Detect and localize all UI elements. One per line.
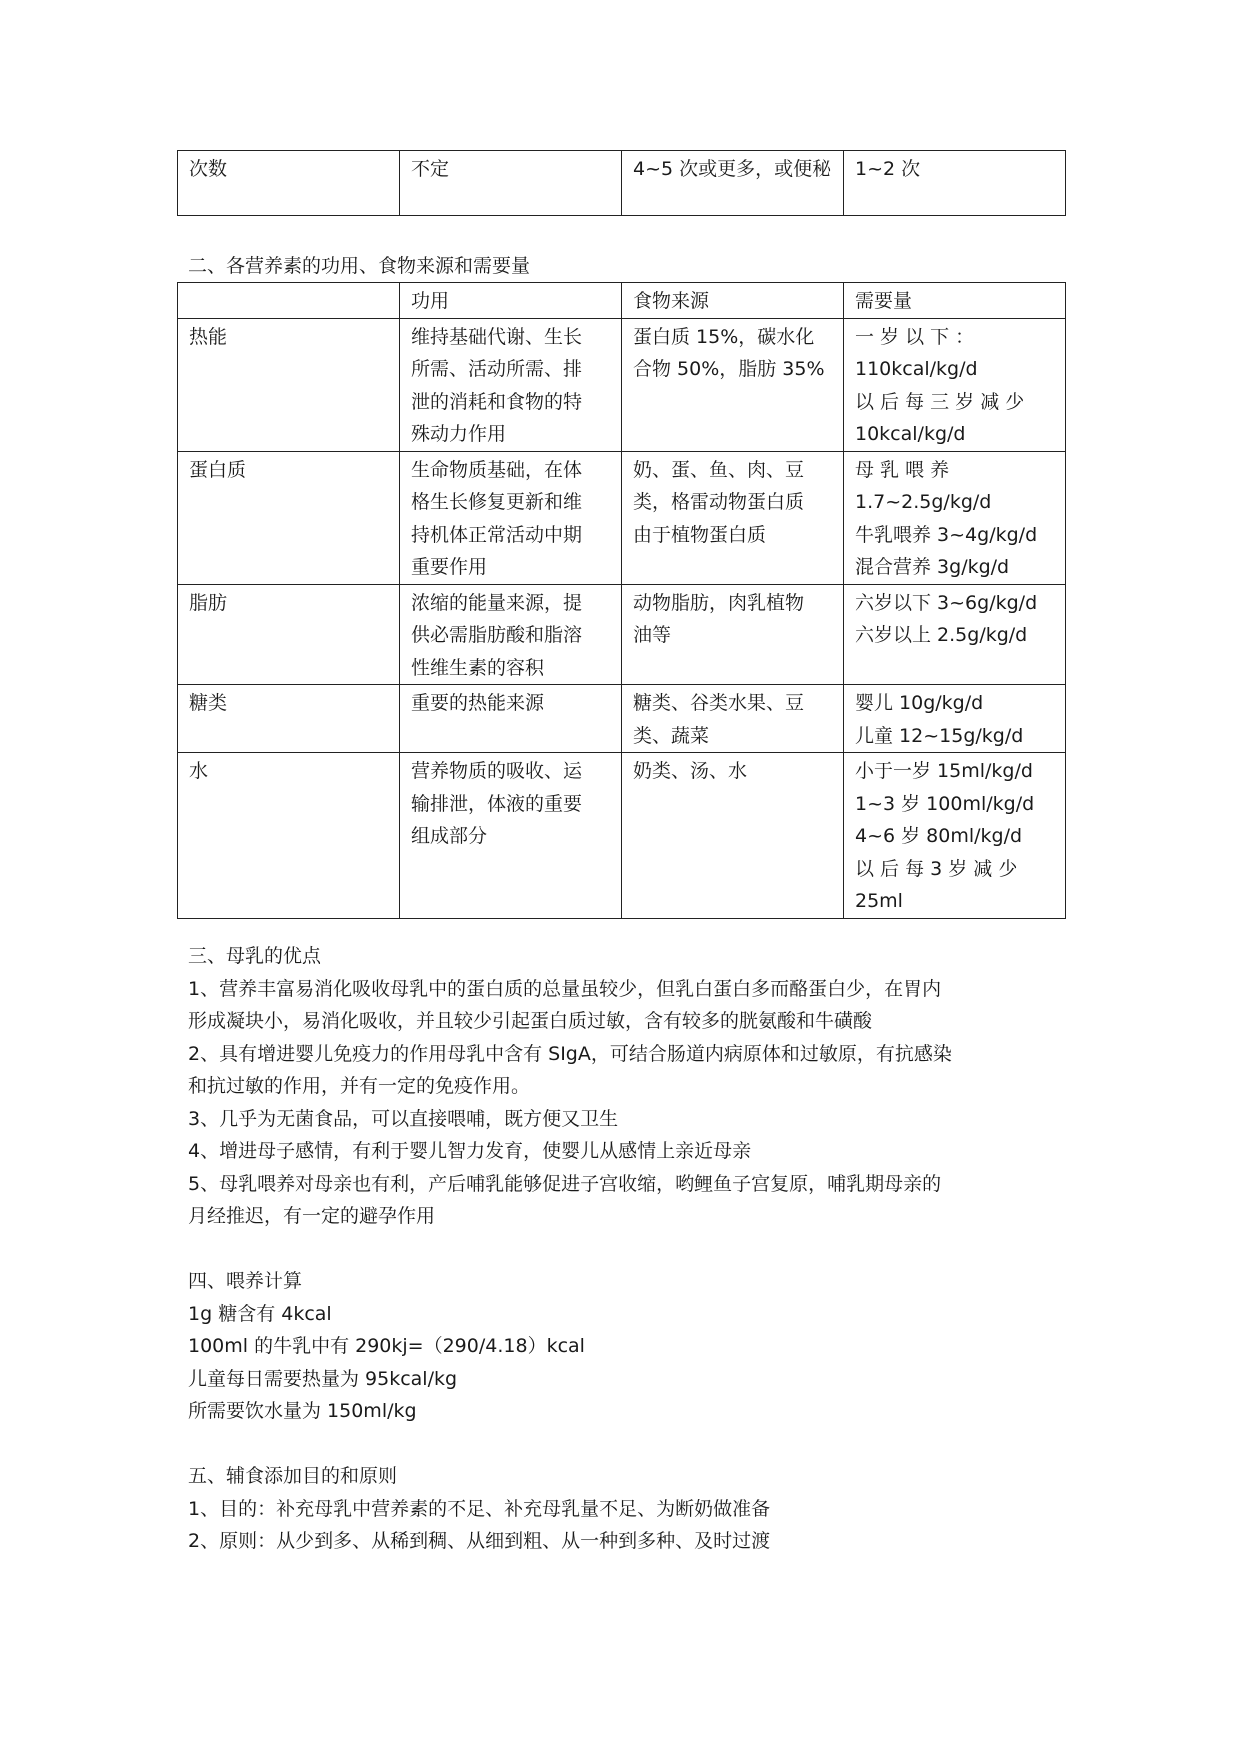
section-title: 四、喂养计算 [188, 1270, 303, 1292]
section-complementary-food [188, 1460, 1068, 1558]
table-header-cell: 功用 [400, 283, 622, 319]
function-cell: 营养物质的吸收、运 输排泄，体液的重要 组成部分 [400, 753, 622, 919]
paragraph-line: 1、目的：补充母乳中营养素的不足、补充母乳量不足、为断奶做准备 [188, 1497, 771, 1520]
section-breastfeeding-advantages [188, 940, 1068, 1233]
paragraph-line: 5、母乳喂养对母亲也有利，产后哺乳能够促进子宫收缩，哟鲤鱼子宫复原，哺乳期母亲的 [188, 1172, 942, 1195]
table-cell: 次数 [178, 151, 400, 216]
function-cell: 维持基础代谢、生长 所需、活动所需、排 泄的消耗和食物的特 殊动力作用 [400, 318, 622, 451]
need-cell: 母 乳 喂 养 1.7~2.5g/kg/d 牛乳喂养 3~4g/kg/d 混合营养 3g/kg/d [844, 451, 1066, 584]
paragraph-line: 1g 糖含有 4kcal [188, 1302, 332, 1325]
stool-frequency-table [177, 150, 1066, 216]
nutrient-name-cell: 蛋白质 [178, 451, 400, 584]
nutrient-name-cell: 水 [178, 753, 400, 919]
need-cell: 小于一岁 15ml/kg/d 1~3 岁 100ml/kg/d 4~6 岁 80ml/kg/d 以 后 每 3 岁 减 少 25ml [844, 753, 1066, 919]
function-cell: 浓缩的能量来源，提 供必需脂肪酸和脂溶 性维生素的容积 [400, 584, 622, 685]
function-cell: 生命物质基础，在体 格生长修复更新和维 持机体正常活动中期 重要作用 [400, 451, 622, 584]
table-header-cell: 需要量 [844, 283, 1066, 319]
paragraph-line: 月经推迟，有一定的避孕作用 [188, 1205, 436, 1227]
table-cell: 1~2 次 [844, 151, 1066, 216]
function-cell: 重要的热能来源 [400, 685, 622, 753]
nutrients-table [177, 282, 1066, 919]
source-cell: 奶、蛋、鱼、肉、豆 类，格雷动物蛋白质 由于植物蛋白质 [622, 451, 844, 584]
table-row [178, 685, 1066, 753]
table-row [178, 451, 1066, 584]
table-header-cell [178, 283, 400, 319]
paragraph-line: 2、具有增进婴儿免疫力的作用母乳中含有 SIgA，可结合肠道内病原体和过敏原，有抗感染 [188, 1042, 952, 1065]
paragraph-line: 4、增进母子感情，有利于婴儿智力发育，使婴儿从感情上亲近母亲 [188, 1140, 752, 1162]
paragraph-line: 所需要饮水量为 150ml/kg [188, 1400, 417, 1422]
table-cell: 不定 [400, 151, 622, 216]
table-row [178, 753, 1066, 919]
paragraph-line: 和抗过敏的作用，并有一定的免疫作用。 [188, 1075, 531, 1097]
paragraph-line: 100ml 的牛乳中有 290kj=（290/4.18）kcal [188, 1335, 585, 1357]
need-cell: 一 岁 以 下 ： 110kcal/kg/d 以 后 每 三 岁 减 少 10kcal/kg/d [844, 318, 1066, 451]
source-cell: 奶类、汤、水 [622, 753, 844, 919]
section-title: 五、辅食添加目的和原则 [188, 1465, 398, 1487]
need-cell: 婴儿 10g/kg/d 儿童 12~15g/kg/d [844, 685, 1066, 753]
nutrient-name-cell: 脂肪 [178, 584, 400, 685]
source-cell: 糖类、谷类水果、豆 类、蔬菜 [622, 685, 844, 753]
section-title-nutrients: 二、各营养素的功用、食物来源和需要量 [188, 255, 531, 277]
paragraph-line: 形成凝块小，易消化吸收，并且较少引起蛋白质过敏，含有较多的胱氨酸和牛磺酸 [188, 1010, 873, 1032]
table-cell: 4~5 次或更多，或便秘 [622, 151, 844, 216]
paragraph-line: 2、原则：从少到多、从稀到稠、从细到粗、从一种到多种、及时过渡 [188, 1530, 771, 1552]
nutrient-name-cell: 糖类 [178, 685, 400, 753]
table-header-row [178, 283, 1066, 319]
paragraph-line: 1、营养丰富易消化吸收母乳中的蛋白质的总量虽较少，但乳白蛋白多而酪蛋白少，在胃内 [188, 977, 942, 1000]
table-header-cell: 食物来源 [622, 283, 844, 319]
table-row [178, 151, 1066, 216]
need-cell: 六岁以下 3~6g/kg/d 六岁以上 2.5g/kg/d [844, 584, 1066, 685]
source-cell: 蛋白质 15%，碳水化 合物 50%，脂肪 35% [622, 318, 844, 451]
section-title: 三、母乳的优点 [188, 945, 322, 967]
nutrient-name-cell: 热能 [178, 318, 400, 451]
paragraph-line: 儿童每日需要热量为 95kcal/kg [188, 1367, 458, 1390]
table-row [178, 584, 1066, 685]
table-row [178, 318, 1066, 451]
source-cell: 动物脂肪，肉乳植物 油等 [622, 584, 844, 685]
section-feeding-calculation [188, 1265, 1068, 1428]
paragraph-line: 3、几乎为无菌食品，可以直接喂哺，既方便又卫生 [188, 1107, 619, 1130]
